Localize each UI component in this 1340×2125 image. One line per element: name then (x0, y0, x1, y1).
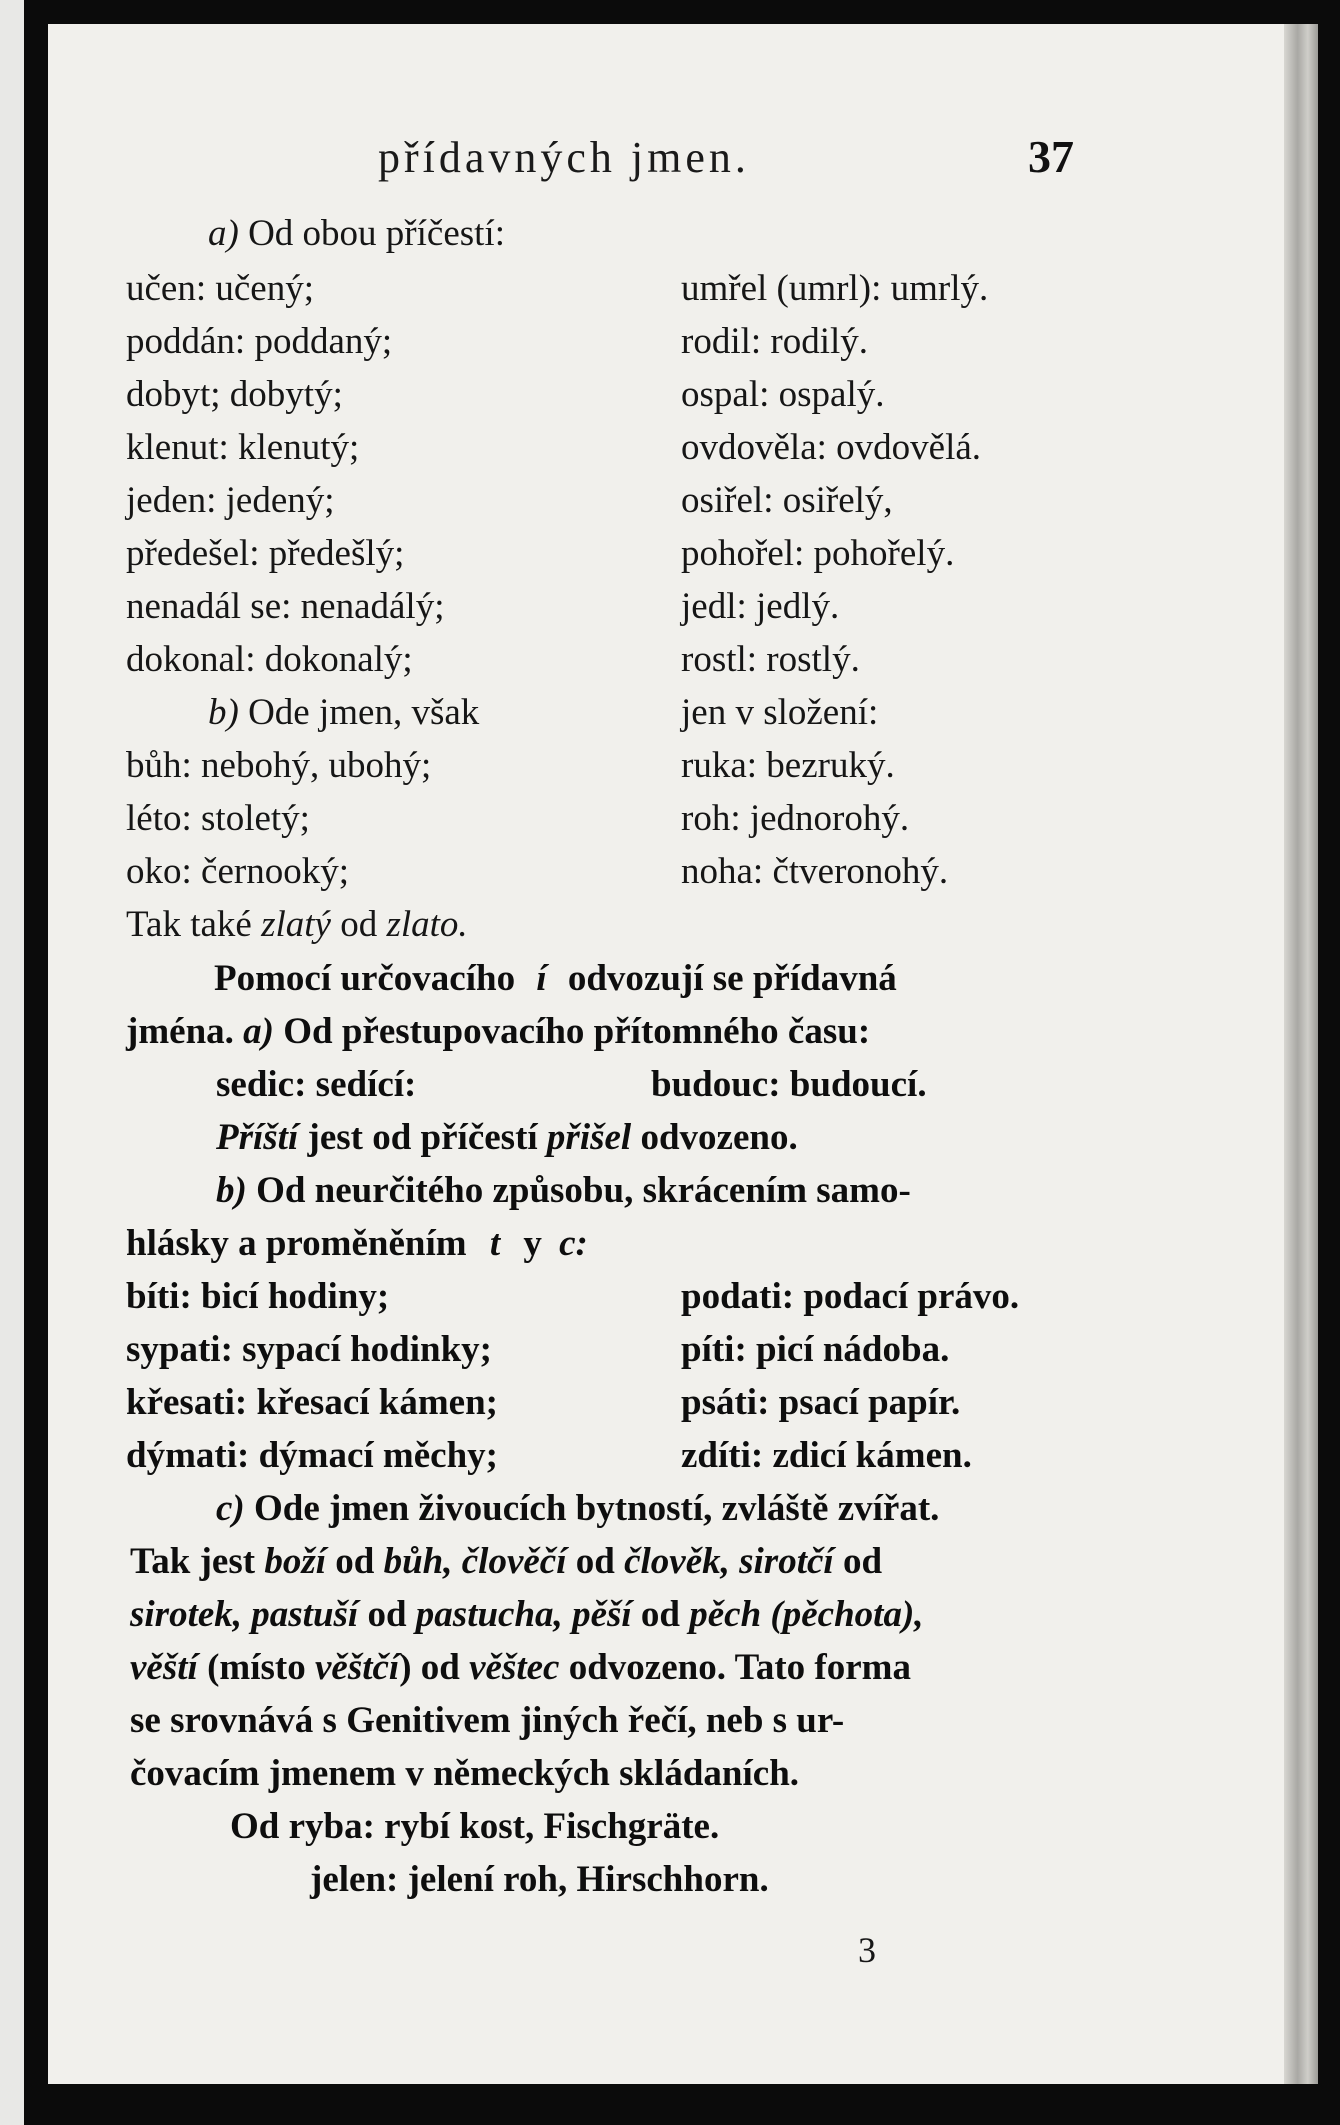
example-left: dobyt; dobytý; (126, 374, 343, 415)
section-marker: c) (216, 1488, 245, 1529)
example-text: jelen: jelení roh, Hirschhorn. (310, 1859, 769, 1900)
italic-word: zlato. (386, 904, 468, 945)
text: odvozeno. Tato forma (559, 1647, 911, 1688)
example-left: učen: učený; (126, 268, 314, 309)
example-right: píti: picí nádoba. (681, 1329, 950, 1370)
example-right: ospal: ospalý. (681, 374, 885, 415)
example-row (126, 317, 869, 367)
example-row (126, 476, 893, 526)
section-b-heading-continued (681, 688, 878, 738)
section-heading-text: jen v složení: (681, 692, 879, 733)
paragraph-line (126, 1219, 588, 1269)
section-marker: a) (243, 1011, 274, 1052)
example-right: ovdověla: ovdovělá. (681, 427, 982, 468)
paragraph-line (216, 1166, 911, 1216)
tak-take-line (126, 900, 468, 950)
example-left: léto: stoletý; (126, 798, 310, 839)
italic-word: věští (130, 1647, 198, 1688)
example-left: sedic: sedící: (216, 1064, 417, 1105)
text: y (523, 1223, 542, 1264)
italic-word: věštec (469, 1647, 560, 1688)
text: hlásky a proměněním (126, 1223, 467, 1264)
example-row (126, 582, 840, 632)
text: (místo (197, 1647, 315, 1688)
example-left: bíti: bicí hodiny; (126, 1276, 390, 1317)
text: od (631, 1594, 690, 1635)
signature-mark: 3 (858, 1930, 876, 1970)
page-binding-edge (1284, 24, 1318, 2084)
italic-word: sirotek, (130, 1594, 243, 1635)
example-left: jeden: jedený; (126, 480, 335, 521)
example-row (126, 529, 955, 579)
section-a-heading (208, 209, 505, 259)
text: od (340, 904, 378, 945)
section-marker: b) (208, 692, 239, 733)
section-marker: b) (216, 1170, 247, 1211)
italic-word: bůh, (383, 1541, 453, 1582)
text: se srovnává s Genitivem jiných řečí, neb s ur- (130, 1700, 845, 1741)
text: Od přestupovacího přítomného času: (283, 1011, 871, 1052)
text: ) od (399, 1647, 470, 1688)
example-left: sypati: sypací hodinky; (126, 1329, 492, 1370)
text (242, 1594, 251, 1635)
paragraph-line (130, 1749, 799, 1799)
text: od (833, 1541, 883, 1582)
example-right: zdíti: zdicí kámen. (681, 1435, 972, 1476)
italic-letter: t (489, 1223, 501, 1264)
example-right: osiřel: osiřelý, (681, 480, 893, 521)
example-row (126, 1431, 972, 1481)
page-header (48, 132, 1318, 192)
example-left: dýmati: dýmací měchy; (126, 1435, 498, 1476)
italic-word: pastuší (251, 1594, 359, 1635)
example-left: klenut: klenutý; (126, 427, 360, 468)
example-left: nenadál se: nenadálý; (126, 586, 445, 627)
example-row (126, 423, 982, 473)
italic-word: člověk, (624, 1541, 730, 1582)
text: odvozeno. (640, 1117, 798, 1158)
italic-word: pěch (pěchota), (689, 1594, 924, 1635)
italic-word: pastucha, (415, 1594, 563, 1635)
italic-word: věštčí (314, 1647, 400, 1688)
paragraph-line (130, 1590, 924, 1640)
paragraph-line (214, 954, 897, 1004)
example-right: budouc: budoucí. (651, 1064, 927, 1105)
example-right: umřel (umrl): umrlý. (681, 268, 989, 309)
text: Tak jest (130, 1541, 265, 1582)
paragraph-line (126, 1007, 870, 1057)
italic-word: zlatý (261, 904, 331, 945)
text: od (566, 1541, 625, 1582)
text (563, 1594, 572, 1635)
text: Ode jmen živoucích bytností, zvláště zvířat. (254, 1488, 940, 1529)
example-left: bůh: nebohý, ubohý; (126, 745, 432, 786)
running-title: přídavných jmen. (378, 133, 750, 182)
paragraph-line (130, 1537, 882, 1587)
section-heading-text: Ode jmen, však (248, 692, 480, 733)
rich-text (130, 1594, 924, 1635)
example-line (230, 1802, 719, 1852)
italic-word: Příští (216, 1117, 299, 1158)
example-row (126, 794, 910, 844)
paragraph-line (216, 1113, 798, 1163)
example-row (216, 1060, 927, 1110)
example-right: pohořel: pohořelý. (681, 533, 955, 574)
text: od (326, 1541, 384, 1582)
page-number: 37 (1028, 131, 1074, 182)
example-right: rodil: rodilý. (681, 321, 869, 362)
adjacent-page-edge (0, 0, 24, 2125)
example-row (126, 847, 949, 897)
example-right: ruka: bezruký. (681, 745, 895, 786)
text: Tak také (126, 904, 252, 945)
text: od (358, 1594, 416, 1635)
text: jména. (126, 1011, 234, 1052)
example-row (126, 635, 860, 685)
example-right: roh: jednorohý. (681, 798, 910, 839)
example-left: oko: černooký; (126, 851, 349, 892)
section-heading-text: Od obou příčestí: (248, 213, 505, 254)
example-row (126, 264, 989, 314)
text: čovacím jmenem v německých skládaních. (130, 1753, 800, 1794)
example-row (126, 1325, 950, 1375)
section-b-heading (208, 688, 479, 738)
book-page (48, 24, 1318, 2084)
text: Od neurčitého způsobu, skrácením samo- (256, 1170, 911, 1211)
text: Pomocí určovacího (214, 958, 516, 999)
italic-word: přišel (546, 1117, 632, 1158)
italic-word: člověčí (461, 1541, 567, 1582)
italic-word: pěší (572, 1594, 632, 1635)
italic-word: sirotčí (739, 1541, 834, 1582)
example-left: dokonal: dokonalý; (126, 639, 413, 680)
example-left: poddán: poddaný; (126, 321, 393, 362)
text (730, 1541, 739, 1582)
example-row (126, 1378, 961, 1428)
example-left: křesati: křesací kámen; (126, 1382, 498, 1423)
rich-text (130, 1647, 911, 1688)
italic-word: boží (264, 1541, 327, 1582)
section-marker: a) (208, 213, 239, 254)
example-right: podati: podací právo. (681, 1276, 1020, 1317)
example-left: předešel: předešlý; (126, 533, 405, 574)
text: jest od příčestí (307, 1117, 538, 1158)
italic-letter: í (536, 958, 547, 999)
paragraph-line (130, 1696, 844, 1746)
example-right: jedl: jedlý. (681, 586, 840, 627)
example-right: rostl: rostlý. (681, 639, 860, 680)
text: odvozují se přídavná (567, 958, 897, 999)
example-line (310, 1855, 769, 1905)
example-row (126, 741, 895, 791)
paragraph-line (216, 1484, 939, 1534)
text (453, 1541, 462, 1582)
paragraph-line (130, 1643, 911, 1693)
example-text: Od ryba: rybí kost, Fischgräte. (230, 1806, 720, 1847)
example-right: noha: čtveronohý. (681, 851, 949, 892)
rich-text (130, 1541, 882, 1582)
example-right: psáti: psací papír. (681, 1382, 961, 1423)
example-row (126, 370, 885, 420)
example-row (126, 1272, 1020, 1322)
italic-letter: c: (559, 1223, 588, 1264)
